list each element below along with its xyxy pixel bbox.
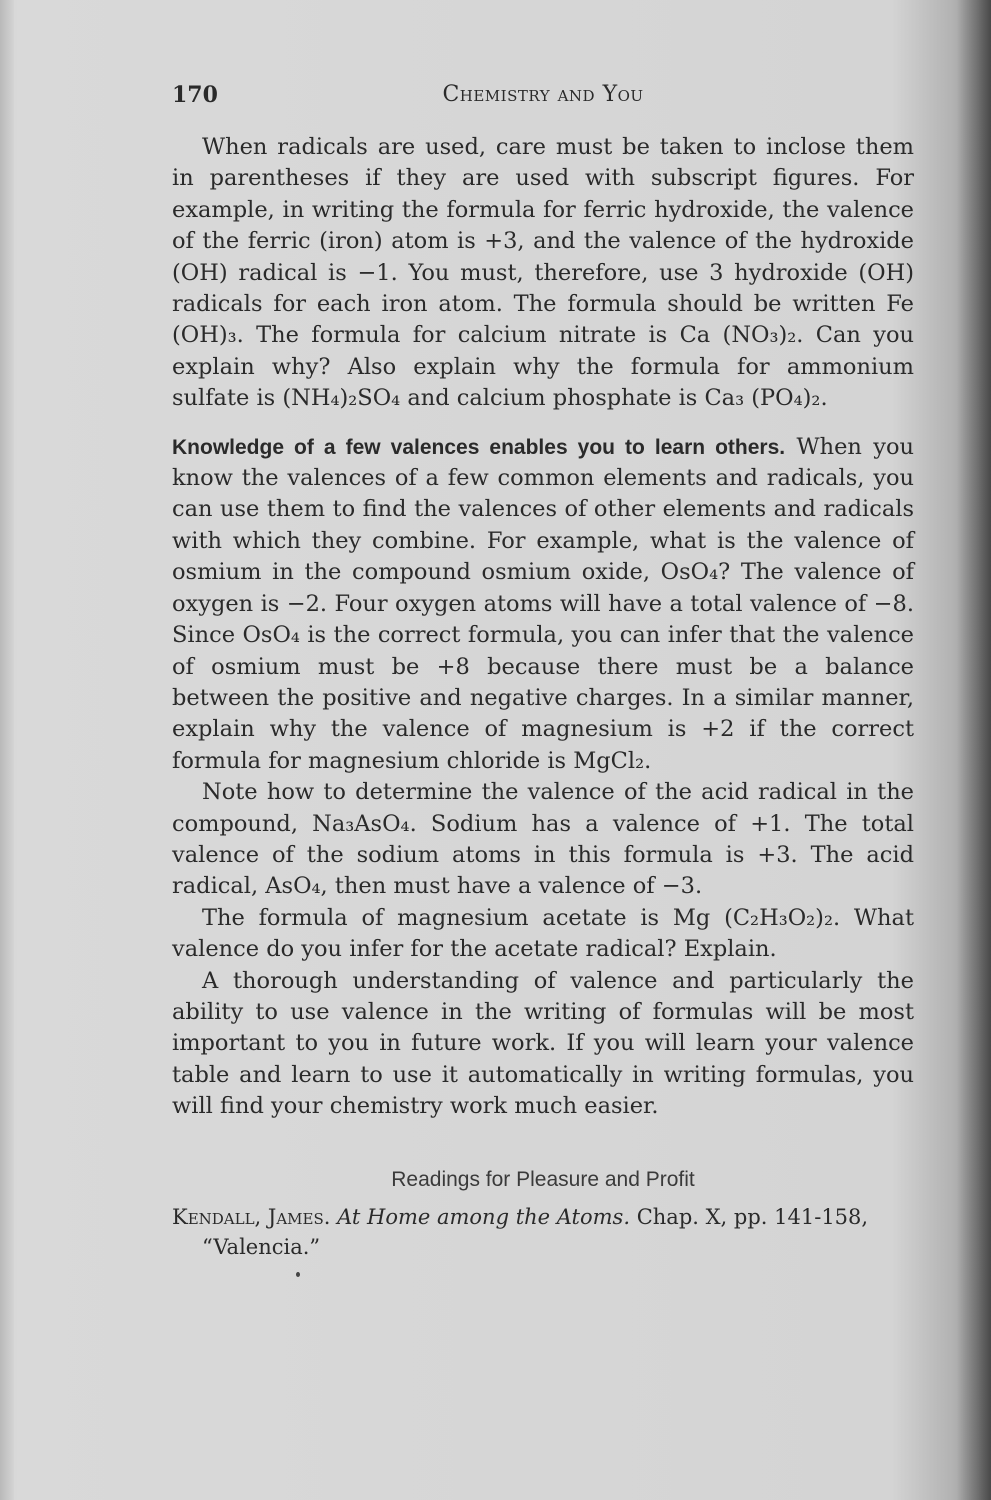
paragraph-acetate: The formula of magnesium acetate is Mg (C₂H₃O₂)₂. What valence do you infer for the acetate radical? Explain.	[172, 904, 914, 963]
page-left-edge	[0, 0, 14, 1500]
paragraph-valences-text: When you know the valences of a few common elements and radicals, you can use them to find the valences of other elements and radicals with which they combine. For example, what is the valence of osmium in the compound osmium oxide, OsO₄? The valence of oxygen is −2. Four oxygen atoms will have a total valence of −8. Since OsO₄ is the correct formula, you can infer that the valence of osmium must be +8 because there must be a balance between the positive and negative charges. In a similar manner, explain why the valence of magnesium is +2 if the correct formula for magnesium chloride is MgCl₂.	[172, 433, 915, 774]
section-heading: Knowledge of a few valences enables you to learn others.	[172, 435, 786, 459]
paragraph-acid-radical: Note how to determine the valence of the acid radical in the compound, Na₃AsO₄. Sodium has a valence of +1. The total valence of the sodium atoms in this formula is +3. The acid radical, AsO₄, then must have a valence of −3.	[172, 779, 914, 900]
page-number: 170	[172, 82, 218, 108]
page-spine-shadow	[957, 0, 991, 1500]
readings-title: Readings for Pleasure and Profit	[391, 1168, 695, 1191]
reference-book-title: At Home among the Atoms.	[337, 1205, 631, 1229]
body-text	[172, 132, 914, 1123]
running-head: Chemistry and You	[442, 82, 644, 107]
print-speck	[296, 1272, 300, 1277]
reference-author: Kendall, James.	[172, 1205, 331, 1229]
paragraph-radicals: When radicals are used, care must be taken to inclose them in parentheses if they are used with subscript figures. For example, in writing the formula for ferric hydroxide, the valence of the ferric (iron) atom is +3, and the valence of the hydroxide (OH) radical is −1. You must, therefore, use 3 hydroxide (OH) radicals for each iron atom. The formula should be written Fe (OH)₃. The formula for calcium nitrate is Ca (NO₃)₂. Can you explain why? Also explain why the formula for ammonium sulfate is (NH₄)₂SO₄ and calcium phosphate is Ca₃ (PO₄)₂.	[172, 134, 914, 412]
reference-details: Chap. X, pp. 141-158, “Valencia.”	[202, 1205, 869, 1259]
reading-reference	[172, 1202, 914, 1262]
paragraph-conclusion: A thorough understanding of valence and particularly the ability to use valence in the writing of formulas will be most important to you in future work. If you will learn your valence table and learn to use it automatically in writing formulas, you will find your chemistry work much easier.	[172, 967, 914, 1120]
paragraph-valences	[172, 432, 914, 777]
page-header	[172, 82, 914, 116]
